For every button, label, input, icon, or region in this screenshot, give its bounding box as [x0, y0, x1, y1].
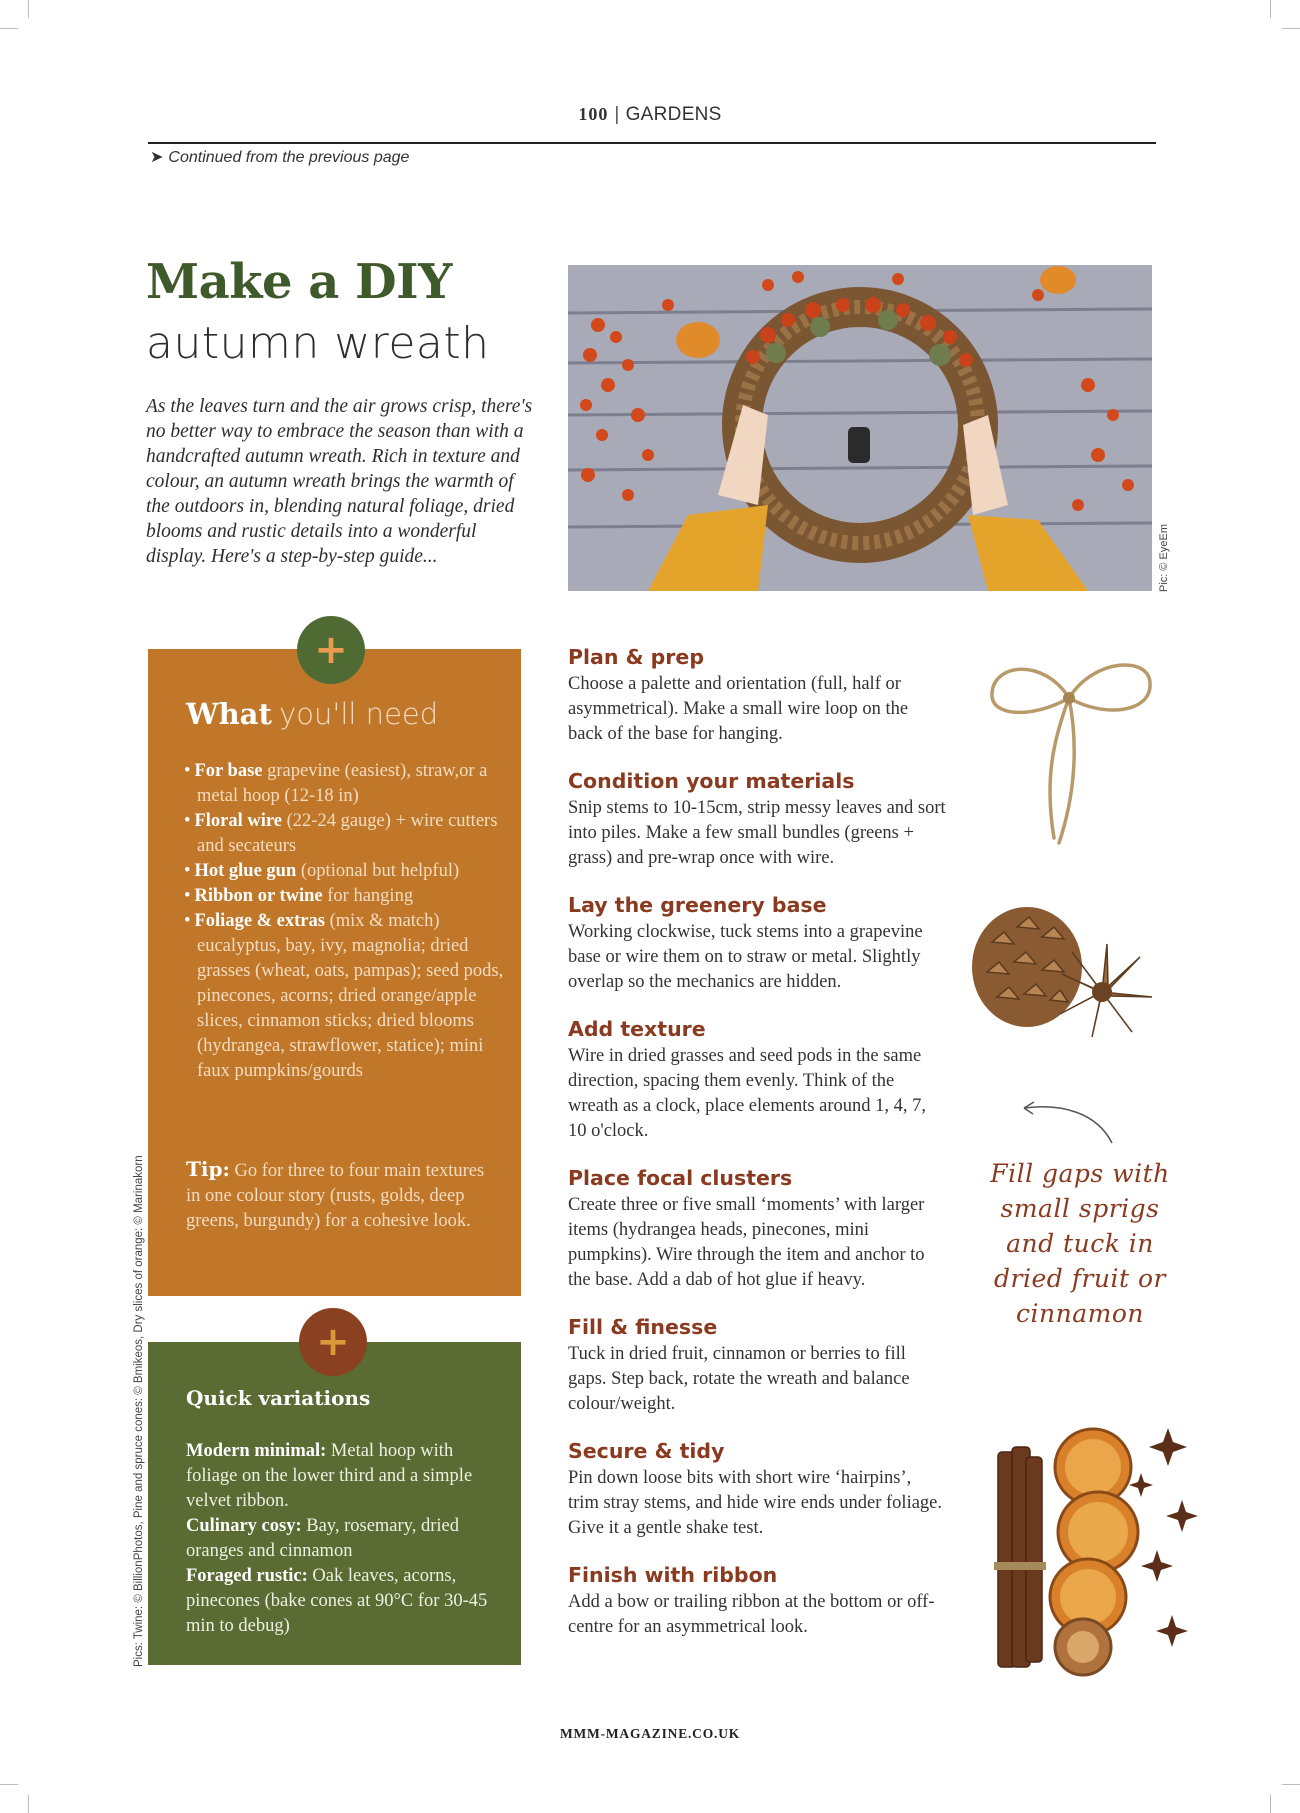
step-item	[568, 1314, 946, 1417]
pine-cones-image	[962, 892, 1162, 1052]
article-title: Make a DIY	[146, 254, 452, 310]
step-text: Add a bow or trailing ribbon at the bottom or off-centre for an asymmetrical look.	[568, 1592, 935, 1637]
tip-box	[186, 1157, 486, 1234]
plus-icon: +	[299, 1308, 367, 1376]
wreath-photo	[568, 265, 1152, 591]
step-title: Secure & tidy	[568, 1439, 725, 1463]
crop-mark	[1282, 28, 1300, 29]
tip-label: Tip:	[186, 1157, 230, 1181]
item-label: Floral wire	[194, 811, 282, 831]
header-rule	[148, 142, 1156, 144]
list-item	[184, 909, 504, 1084]
section-name: GARDENS	[625, 104, 722, 125]
step-item	[568, 1562, 946, 1640]
curved-arrow-icon	[1012, 1098, 1122, 1148]
continued-note	[150, 147, 409, 167]
step-text: Pin down loose bits with short wire ‘hairpins’, trim stray stems, and hide wire ends under foliage. Give it a gentle shake test.	[568, 1468, 943, 1538]
item-label: Foliage & extras	[194, 911, 325, 931]
page-number: 100	[578, 104, 609, 124]
footer-url: MMM-MAGAZINE.CO.UK	[559, 1726, 741, 1741]
step-text: Wire in dried grasses and seed pods in the same direction, spacing them evenly. Think of the wreath as a clock, place elements around 1, 4, 7, 10 o'clock.	[568, 1046, 927, 1141]
item-label: Ribbon or twine	[194, 886, 323, 906]
handwritten-note: Fill gaps with small sprigs and tuck in dried fruit or cinnamon	[990, 1159, 1170, 1328]
arrow-right-icon: ➤	[150, 149, 164, 166]
crop-mark	[0, 1784, 18, 1785]
cinnamon-orange-image	[988, 1412, 1198, 1677]
what-you-need-title-bold: What	[186, 697, 272, 731]
step-text: Snip stems to 10-15cm, strip messy leaves and sort into piles. Make a few small bundles (greens + grass) and pre-wrap once with wire.	[568, 798, 946, 868]
page-header	[0, 104, 1300, 126]
step-item	[568, 892, 946, 995]
list-item	[186, 1514, 496, 1564]
step-text: Choose a palette and orientation (full, half or asymmetrical). Make a small wire loop on the back of the base for hanging.	[568, 674, 909, 744]
list-item	[184, 884, 504, 909]
list-item	[186, 1439, 496, 1514]
step-text: Working clockwise, tuck stems into a grapevine base or wire them on to straw or metal. Slightly overlap so the mechanics are hidden.	[568, 922, 923, 992]
item-text: (optional but helpful)	[300, 861, 460, 881]
step-item	[568, 1165, 946, 1293]
item-text: Metal hoop with foliage on the lower third and a simple velvet ribbon.	[186, 1441, 473, 1511]
item-label: Culinary cosy:	[186, 1516, 302, 1536]
step-title: Condition your materials	[568, 769, 855, 793]
step-item	[568, 644, 946, 747]
item-text: Oak leaves, acorns, pinecones (bake cones at 90°C for 30-45 min to debug)	[186, 1566, 488, 1636]
crop-mark	[1282, 1784, 1300, 1785]
item-label: Modern minimal:	[186, 1441, 327, 1461]
item-label: Foraged rustic:	[186, 1566, 308, 1586]
step-title: Plan & prep	[568, 645, 704, 669]
article-intro: As the leaves turn and the air grows crisp, there's no better way to embrace the season than with a handcrafted autumn wreath. Rich in texture and colour, an autumn wreath brings the warmth of the outdoors in, blending natural foliage, dried blooms and rustic details into a wonderful display. Here's a step-by-step guide...	[146, 396, 533, 567]
list-item	[184, 859, 504, 884]
twine-bow-image	[984, 648, 1154, 848]
crop-mark	[0, 28, 18, 29]
step-title: Place focal clusters	[568, 1166, 793, 1190]
step-item	[568, 1438, 946, 1541]
article-subtitle: autumn wreath	[146, 318, 490, 369]
crop-mark	[28, 0, 29, 18]
tip-text: Go for three to four main textures in one colour story (rusts, golds, deep greens, burgundy) for a cohesive look.	[186, 1161, 485, 1231]
list-item	[184, 759, 504, 809]
variations-list	[186, 1439, 496, 1639]
item-text: (22-24 gauge) + wire cutters and secateurs	[197, 811, 498, 856]
step-title: Add texture	[568, 1017, 706, 1041]
steps-column	[568, 644, 946, 1661]
materials-list	[184, 759, 504, 1084]
photo-credit: Pic: © EyeEm	[1158, 523, 1170, 592]
item-text: for hanging	[327, 886, 414, 906]
header-separator: |	[614, 104, 620, 125]
step-title: Lay the greenery base	[568, 893, 827, 917]
image-credits: Pics: Twine: © BillionPhotos, Pine and spruce cones: © Bmikeos, Dry slices of orange: © Marinakorn	[133, 1155, 145, 1667]
step-title: Fill & finesse	[568, 1315, 718, 1339]
step-item	[568, 768, 946, 871]
crop-mark	[1270, 1795, 1271, 1813]
item-label: For base	[194, 761, 263, 781]
item-text: (mix & match) eucalyptus, bay, ivy, magnolia; dried grasses (wheat, oats, pampas); seed pods, pinecones, acorns; dried orange/apple slices, cinnamon sticks; dried blooms (hydrangea, strawflower, statice); mini faux pumpkins/gourds	[197, 911, 504, 1081]
what-you-need-title	[186, 697, 438, 732]
plus-icon: +	[297, 616, 365, 684]
list-item	[186, 1564, 496, 1639]
item-text: grapevine (easiest), straw,or a metal hoop (12-18 in)	[197, 761, 488, 806]
what-you-need-title-light: you'll need	[279, 697, 439, 731]
continued-text: Continued from the previous page	[168, 149, 410, 166]
wreath-photo-image	[568, 265, 1152, 591]
item-label: Hot glue gun	[194, 861, 297, 881]
step-title: Finish with ribbon	[568, 1563, 778, 1587]
step-item	[568, 1016, 946, 1144]
list-item	[184, 809, 504, 859]
crop-mark	[1270, 0, 1271, 18]
crop-mark	[28, 1795, 29, 1813]
step-text: Create three or five small ‘moments’ with larger items (hydrangea heads, pinecones, mini pumpkins). Wire through the item and anchor to the base. Add a dab of hot glue if heavy.	[568, 1195, 925, 1290]
what-you-need-box	[148, 649, 521, 1296]
quick-variations-box	[148, 1342, 521, 1665]
quick-variations-title: Quick variations	[186, 1386, 371, 1410]
item-text: Bay, rosemary, dried oranges and cinnamon	[186, 1516, 459, 1561]
step-text: Tuck in dried fruit, cinnamon or berries to fill gaps. Step back, rotate the wreath and balance colour/weight.	[568, 1344, 910, 1414]
